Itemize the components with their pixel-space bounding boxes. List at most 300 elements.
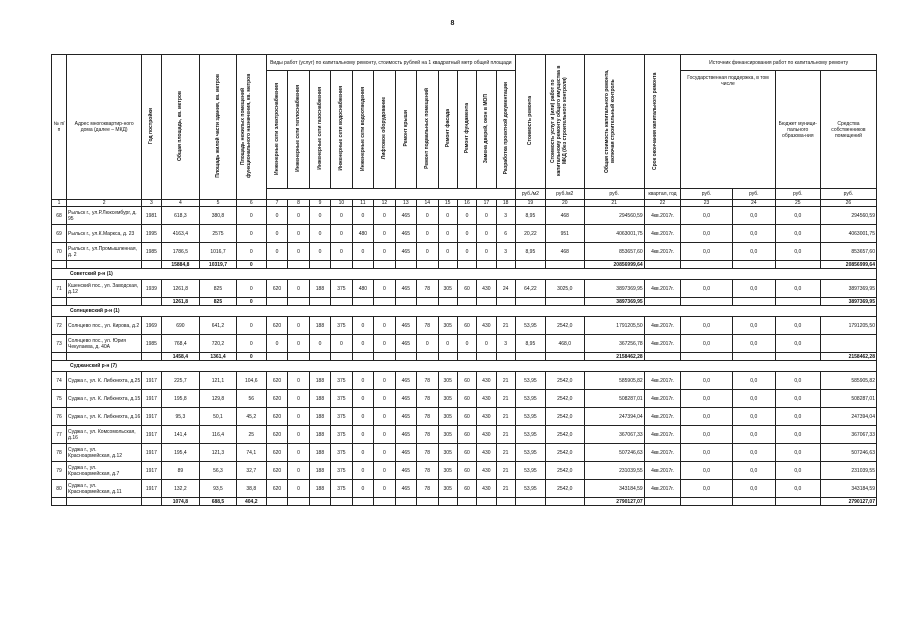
table-cell: 38,8	[236, 480, 266, 498]
table-cell	[266, 498, 287, 506]
table-cell	[820, 335, 876, 353]
col-header-total-area: Общая площадь, кв. метров	[161, 55, 200, 200]
table-cell: 0	[374, 225, 395, 243]
table-cell: 468,0	[545, 335, 584, 353]
table-cell: 0,0	[775, 243, 820, 261]
table-cell: 60	[457, 444, 476, 462]
table-cell: 78	[417, 317, 438, 335]
table-cell: 1985	[142, 243, 161, 261]
address-cell	[67, 261, 142, 269]
table-cell: 430	[477, 390, 496, 408]
col-header-work-facade: Ремонт фасада	[438, 71, 457, 189]
table-cell: 0	[457, 225, 476, 243]
table-cell: 720,2	[200, 335, 237, 353]
unit-label: руб.	[681, 189, 733, 200]
address-cell: Рыльск г., ул.Р.Люксембург, д. 95	[67, 207, 142, 225]
unit-label: руб.	[820, 189, 876, 200]
table-cell	[395, 261, 416, 269]
table-cell: 0	[288, 480, 309, 498]
column-number-cell: 11	[352, 200, 373, 207]
table-cell: 0,0	[681, 444, 733, 462]
table-cell: 53,95	[515, 426, 545, 444]
col-header-nonresidential-area: Площадь нежилых помещений функционального назначения, кв. метров	[236, 55, 266, 200]
column-number-cell: 21	[584, 200, 644, 207]
table-cell	[477, 298, 496, 306]
table-cell: 0	[352, 207, 373, 225]
table-cell: 129,8	[200, 390, 237, 408]
table-cell: 71	[52, 280, 67, 298]
table-cell	[374, 298, 395, 306]
table-cell: 0	[374, 243, 395, 261]
table-cell: 4063001,75	[820, 225, 876, 243]
table-cell: 620	[266, 390, 287, 408]
table-cell: 188	[309, 317, 330, 335]
table-cell: 375	[331, 408, 352, 426]
table-cell: 1016,7	[200, 243, 237, 261]
table-cell: 468	[545, 207, 584, 225]
address-cell: Рыльск г., ул.Промышленная, д. 2	[67, 243, 142, 261]
column-number-cell: 15	[438, 200, 457, 207]
table-cell	[395, 298, 416, 306]
table-cell: 2542,0	[545, 372, 584, 390]
table-cell: 294560,59	[820, 207, 876, 225]
table-cell: 768,4	[161, 335, 200, 353]
col-header-municipal: Бюджет муници-пального образова-ния	[775, 71, 820, 189]
table-cell: 0	[457, 335, 476, 353]
table-cell: 465	[395, 372, 416, 390]
table-cell: 195,8	[161, 390, 200, 408]
col-header-work-design-docs: Разработка проектной документации	[496, 71, 515, 189]
table-cell	[545, 498, 584, 506]
col-header-work-water: Инженерные сети водоснабжения	[331, 71, 352, 189]
table-cell: 0,0	[681, 280, 733, 298]
table-cell	[266, 298, 287, 306]
table-cell: 0,0	[681, 317, 733, 335]
table-cell: 20856999,64	[820, 261, 876, 269]
table-cell: 121,1	[200, 372, 237, 390]
table-cell: 0,0	[732, 426, 775, 444]
table-cell: 853657,60	[584, 243, 644, 261]
table-cell	[352, 498, 373, 506]
table-cell: 0,0	[732, 335, 775, 353]
table-cell: 951	[545, 225, 584, 243]
col-header-living-area: Площадь жилой части здания, кв. метров	[200, 55, 237, 200]
table-cell: 0	[352, 480, 373, 498]
table-cell: 825	[200, 280, 237, 298]
table-cell	[545, 261, 584, 269]
table-cell: 3897369,95	[820, 298, 876, 306]
table-cell: 188	[309, 372, 330, 390]
table-cell	[732, 298, 775, 306]
col-header-work-drainage: Инженерные сети водоотведения	[352, 71, 373, 189]
table-cell: 195,4	[161, 444, 200, 462]
address-cell: Суджа г., ул. К. Либкнехта, д.25	[67, 372, 142, 390]
table-cell: 72	[52, 317, 67, 335]
table-cell	[142, 261, 161, 269]
table-cell: 0	[266, 243, 287, 261]
table-cell	[52, 261, 67, 269]
table-cell: 305	[438, 390, 457, 408]
table-cell: 0,0	[681, 225, 733, 243]
table-cell: 2542,0	[545, 317, 584, 335]
table-cell: 78	[417, 462, 438, 480]
table-cell: 4кв.2017г.	[644, 335, 681, 353]
table-cell: 375	[331, 462, 352, 480]
table-cell: 465	[395, 225, 416, 243]
district-section-row	[52, 269, 877, 280]
table-cell: 0	[352, 462, 373, 480]
table-cell: 79	[52, 462, 67, 480]
table-cell: 0	[374, 444, 395, 462]
table-cell: 0	[417, 207, 438, 225]
table-cell: 0	[374, 280, 395, 298]
table-cell: 465	[395, 480, 416, 498]
table-cell	[331, 261, 352, 269]
table-cell: 64,22	[515, 280, 545, 298]
table-cell: 1917	[142, 426, 161, 444]
column-number-cell: 24	[732, 200, 775, 207]
table-cell: 78	[417, 444, 438, 462]
table-row	[52, 335, 877, 353]
table-cell: 0,0	[732, 317, 775, 335]
table-cell: 375	[331, 372, 352, 390]
table-cell: 0,0	[775, 225, 820, 243]
table-cell: 0,0	[775, 335, 820, 353]
table-cell: 620	[266, 317, 287, 335]
table-cell: 188	[309, 444, 330, 462]
table-cell	[438, 353, 457, 361]
col-header-max-cost: Стоимость услуг и (или) работ по капитальному ремонту общего имущества в МКД (без строительного контроля)	[545, 55, 584, 189]
table-cell	[395, 353, 416, 361]
table-cell: 0	[236, 207, 266, 225]
table-cell: 53,95	[515, 480, 545, 498]
table-row	[52, 317, 877, 335]
district-total-row	[52, 498, 877, 506]
table-cell: 1786,5	[161, 243, 200, 261]
table-cell: 53,95	[515, 444, 545, 462]
table-cell: 1917	[142, 444, 161, 462]
table-cell: 21	[496, 480, 515, 498]
table-cell	[438, 498, 457, 506]
table-cell: 75	[52, 390, 67, 408]
address-cell: Суджа г., ул. К. Либкнехта, д.16	[67, 408, 142, 426]
table-cell: 1917	[142, 480, 161, 498]
table-cell: 0	[438, 207, 457, 225]
table-cell: 0	[288, 462, 309, 480]
table-cell: 404,2	[236, 498, 266, 506]
table-cell	[288, 353, 309, 361]
table-cell: 305	[438, 444, 457, 462]
table-cell	[374, 498, 395, 506]
table-cell	[352, 261, 373, 269]
table-cell: 53,95	[515, 408, 545, 426]
address-cell: Солнцево пос., ул. Кирова, д.2	[67, 317, 142, 335]
table-cell	[457, 261, 476, 269]
table-cell: 0,0	[775, 207, 820, 225]
table-cell: 0,0	[681, 462, 733, 480]
table-cell	[142, 298, 161, 306]
column-number-cell: 20	[545, 200, 584, 207]
table-cell: 430	[477, 408, 496, 426]
table-cell: 620	[266, 444, 287, 462]
table-cell	[52, 298, 67, 306]
table-cell	[52, 353, 67, 361]
table-cell: 188	[309, 426, 330, 444]
table-cell	[352, 298, 373, 306]
table-cell: 585905,82	[584, 372, 644, 390]
table-cell: 1917	[142, 408, 161, 426]
col-header-unit-cost: Стоимость ремонта	[515, 55, 545, 189]
table-cell: 0	[457, 207, 476, 225]
table-cell: 0	[374, 207, 395, 225]
table-cell: 0	[352, 372, 373, 390]
table-cell: 74,1	[236, 444, 266, 462]
table-cell	[681, 298, 733, 306]
table-cell: 225,7	[161, 372, 200, 390]
table-cell	[775, 298, 820, 306]
col-header-number: № п/п	[52, 55, 67, 200]
table-cell: 0,0	[681, 372, 733, 390]
table-cell: 132,2	[161, 480, 200, 498]
table-cell: 0,0	[681, 408, 733, 426]
table-cell: 0,0	[732, 390, 775, 408]
table-cell: 0	[438, 335, 457, 353]
column-number-cell: 16	[457, 200, 476, 207]
table-cell: 0	[352, 335, 373, 353]
address-cell	[67, 353, 142, 361]
table-row	[52, 408, 877, 426]
table-cell: 45,2	[236, 408, 266, 426]
table-cell	[496, 498, 515, 506]
table-cell: 1985	[142, 335, 161, 353]
table-cell	[438, 261, 457, 269]
table-cell: 465	[395, 335, 416, 353]
table-cell	[732, 498, 775, 506]
table-cell: 0,0	[681, 335, 733, 353]
table-cell: 507246,63	[820, 444, 876, 462]
table-cell: 430	[477, 426, 496, 444]
table-cell	[288, 261, 309, 269]
column-number-cell: 18	[496, 200, 515, 207]
table-cell: 3	[496, 207, 515, 225]
table-cell	[374, 353, 395, 361]
table-cell: 1791205,50	[820, 317, 876, 335]
table-cell: 0,0	[681, 480, 733, 498]
table-cell	[775, 353, 820, 361]
table-cell: 825	[200, 298, 237, 306]
table-cell	[644, 498, 681, 506]
table-cell: 0,0	[775, 480, 820, 498]
unit-label: руб./м2	[515, 189, 545, 200]
table-cell: 4163,4	[161, 225, 200, 243]
table-cell	[644, 353, 681, 361]
table-cell	[681, 261, 733, 269]
table-cell: 0,0	[775, 372, 820, 390]
table-cell: 20856999,64	[584, 261, 644, 269]
table-cell	[288, 298, 309, 306]
table-cell: 1791205,50	[584, 317, 644, 335]
table-cell	[374, 261, 395, 269]
table-cell: 0,0	[681, 207, 733, 225]
col-header-work-doors-windows: Замена дверей, окон в МОП	[477, 71, 496, 189]
column-number-cell: 1	[52, 200, 67, 207]
unit-label: руб.	[775, 189, 820, 200]
table-cell: 367067,33	[820, 426, 876, 444]
table-cell: 430	[477, 462, 496, 480]
table-cell: 0	[309, 243, 330, 261]
table-cell: 78	[417, 372, 438, 390]
table-cell: 89	[161, 462, 200, 480]
table-row	[52, 426, 877, 444]
table-cell: 60	[457, 462, 476, 480]
table-cell: 247394,04	[584, 408, 644, 426]
table-cell: 0	[457, 243, 476, 261]
table-cell: 78	[52, 444, 67, 462]
table-cell: 380,8	[200, 207, 237, 225]
address-cell: Рыльск г., ул.К.Маркса, д. 23	[67, 225, 142, 243]
table-cell: 56	[236, 390, 266, 408]
table-cell	[477, 353, 496, 361]
table-cell: 0	[309, 207, 330, 225]
table-cell: 620	[266, 280, 287, 298]
table-cell: 0	[288, 207, 309, 225]
district-total-row	[52, 298, 877, 306]
table-cell: 305	[438, 480, 457, 498]
table-cell: 690	[161, 317, 200, 335]
table-cell: 0	[352, 408, 373, 426]
table-cell: 585905,82	[820, 372, 876, 390]
column-number-cell: 13	[395, 200, 416, 207]
table-cell: 4кв.2017г.	[644, 372, 681, 390]
table-cell: 0,0	[732, 207, 775, 225]
table-cell	[477, 261, 496, 269]
table-cell: 60	[457, 426, 476, 444]
table-cell: 508287,01	[820, 390, 876, 408]
table-cell: 2542,0	[545, 408, 584, 426]
table-cell	[417, 353, 438, 361]
table-cell: 60	[457, 372, 476, 390]
table-cell: 60	[457, 480, 476, 498]
table-cell: 4кв.2017г.	[644, 390, 681, 408]
table-cell: 0,0	[732, 372, 775, 390]
table-cell: 2158462,28	[820, 353, 876, 361]
col-header-work-heating: Инженерные сети теплоснабжения	[288, 71, 309, 189]
table-cell: 0,0	[732, 480, 775, 498]
table-cell: 80	[52, 480, 67, 498]
unit-label: руб.	[732, 189, 775, 200]
table-cell	[438, 298, 457, 306]
table-cell: 0	[374, 426, 395, 444]
table-cell: 0	[417, 335, 438, 353]
table-cell	[417, 261, 438, 269]
table-cell: 121,3	[200, 444, 237, 462]
table-cell: 53,95	[515, 462, 545, 480]
table-cell	[515, 298, 545, 306]
district-total-row	[52, 353, 877, 361]
col-header-work-gas: Инженерные сети газоснабжения	[309, 71, 330, 189]
table-cell: 480	[352, 225, 373, 243]
table-cell: 76	[52, 408, 67, 426]
table-cell: 50,1	[200, 408, 237, 426]
table-cell	[266, 261, 287, 269]
table-cell: 3897369,95	[820, 280, 876, 298]
table-cell: 465	[395, 462, 416, 480]
table-cell: 0,0	[775, 390, 820, 408]
address-cell: Кшенский пос., ул. Заводская, д.12	[67, 280, 142, 298]
table-cell: 1917	[142, 390, 161, 408]
table-cell: 60	[457, 390, 476, 408]
table-cell: 1969	[142, 317, 161, 335]
table-cell: 0	[288, 243, 309, 261]
table-cell: 60	[457, 408, 476, 426]
table-cell: 10319,7	[200, 261, 237, 269]
table-row	[52, 480, 877, 498]
table-cell: 0	[438, 225, 457, 243]
table-cell: 620	[266, 372, 287, 390]
table-cell: 0	[288, 390, 309, 408]
table-cell: 0,0	[775, 426, 820, 444]
table-cell: 0,0	[681, 426, 733, 444]
column-number-cell: 4	[161, 200, 200, 207]
table-cell: 116,4	[200, 426, 237, 444]
column-number-cell: 22	[644, 200, 681, 207]
table-cell: 56,3	[200, 462, 237, 480]
table-cell	[681, 353, 733, 361]
table-cell: 4кв.2017г.	[644, 480, 681, 498]
table-cell: 95,3	[161, 408, 200, 426]
table-cell: 21	[496, 408, 515, 426]
table-cell: 465	[395, 426, 416, 444]
column-number-cell: 26	[820, 200, 876, 207]
table-cell: 1917	[142, 372, 161, 390]
table-cell: 73	[52, 335, 67, 353]
col-header-period: Срок окончания капитального ремонта	[644, 55, 681, 189]
table-cell: 1917	[142, 462, 161, 480]
units-spacer	[266, 189, 515, 200]
table-cell: 78	[417, 480, 438, 498]
table-cell: 294560,59	[584, 207, 644, 225]
table-cell: 0	[331, 225, 352, 243]
table-cell: 3	[496, 243, 515, 261]
table-cell: 620	[266, 408, 287, 426]
table-cell: 0,0	[732, 225, 775, 243]
table-cell: 0	[331, 207, 352, 225]
table-cell: 78	[417, 280, 438, 298]
table-cell: 4кв.2017г.	[644, 408, 681, 426]
table-cell	[309, 498, 330, 506]
table-cell: 3897369,95	[584, 298, 644, 306]
table-cell: 4кв.2017г.	[644, 462, 681, 480]
table-cell: 2542,0	[545, 444, 584, 462]
address-cell: Суджа г., ул. Красноармейская, д.12	[67, 444, 142, 462]
table-cell: 465	[395, 243, 416, 261]
capital-repair-register-table	[51, 54, 877, 506]
table-cell: 620	[266, 480, 287, 498]
table-cell: 480	[352, 280, 373, 298]
table-cell: 0	[288, 426, 309, 444]
table-row	[52, 225, 877, 243]
table-row	[52, 462, 877, 480]
table-cell	[457, 353, 476, 361]
table-cell: 465	[395, 317, 416, 335]
table-cell: 0,0	[775, 462, 820, 480]
table-cell: 0	[417, 225, 438, 243]
column-number-cell: 7	[266, 200, 287, 207]
table-cell: 0	[288, 444, 309, 462]
table-cell: 0,0	[775, 317, 820, 335]
table-cell: 620	[266, 462, 287, 480]
table-cell: 32,7	[236, 462, 266, 480]
